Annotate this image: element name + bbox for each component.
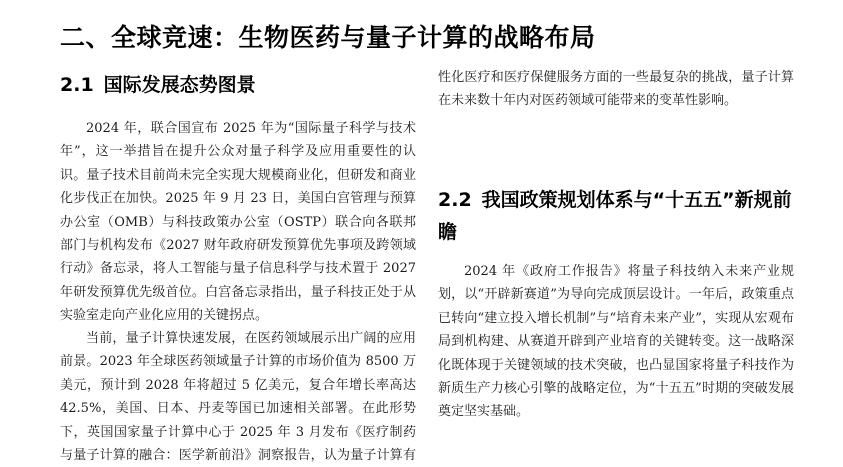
section-title: 国际发展态势图景 (103, 74, 256, 96)
page-title: 二、全球竞速：生物医药与量子计算的战略布局 (60, 23, 596, 52)
section-title: 我国政策规划体系与“十五五”新规前瞻 (438, 189, 792, 243)
section-number: 2.2 (438, 189, 472, 211)
right-column (438, 0, 796, 465)
paragraph-continuation (438, 65, 794, 163)
section-2-2-heading (438, 184, 794, 248)
paragraph: 2024 年《政府工作报告》将量子科技纳入未来产业规划，以“开辟新赛道”为导向完成顶层设计。一年后，政策重点已转向“建立投入增长机制”与“培育未来产业”，实现从宏观布局到机构建、从赛道开辟到产业培育的关键转变。这一战略深化既体现于关键领域的技术突破，也凸显国家将量子科技作为新质生产力核心引擎的战略定位，为“十五五”时期的突破发展奠定坚实基础。 (438, 264, 794, 420)
paragraph: 当前，量子计算快速发展，在医药领域展示出广阔的应用前景。2023 年全球医药领域量子计算的市场价值为 8500 万美元，预计到 2028 年将超过 5 亿美元，复合年增长率高达 42.5%，美国、日本、丹麦等国已加速相关部署。在此形势下，英国国家量子计算中心于 2025 年 3 月发布《医疗制药与量子计算的融合：医学新前沿》洞察报告，认为量子计算有 (60, 331, 416, 464)
section-number: 2.1 (60, 74, 94, 96)
paragraph: 2024 年，联合国宣布 2025 年为“国际量子科学与技术年”，这一举措旨在提升公众对量子科学及应用重要性的认识。量子技术目前尚未完全实现大规模商业化，但研发和商业化步伐正在加快。2025 年 9 月 23 日，美国白宫管理与预算办公室（OMB）与科技政策办公室（OSTP）联合向各联邦部门与机构发布《2027 财年政府研发预算优先事项及跨领域行动》备忘录，将人工智能与量子信息科学与技术置于 2027 年研发预算优先级首位。白宫备忘录指出，量子科技正处于从实验室走向产业化应用的关键拐点。 (60, 121, 416, 324)
paragraph: 性化医疗和医疗保健服务方面的一些最复杂的挑战，量子计算在未来数十年内对医药领域可能带来的变革性影响。 (438, 69, 794, 109)
section-2-1-heading (60, 70, 416, 97)
